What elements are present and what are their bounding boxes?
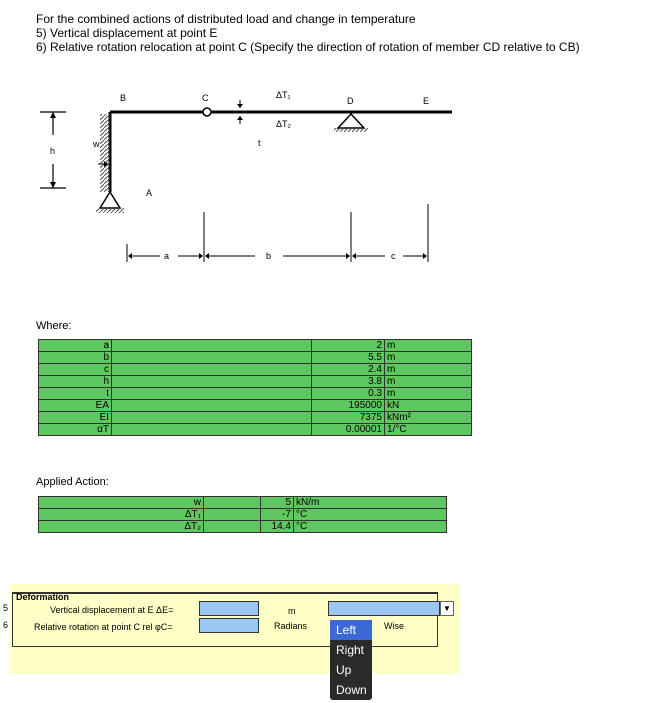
table-row (39, 364, 472, 376)
row-number-6: 6 (3, 620, 9, 630)
deformation-heading: Deformation (16, 592, 70, 602)
unit-cell: °C (294, 509, 447, 521)
unit-cell: m (385, 388, 472, 400)
unit-cell: m (385, 340, 472, 352)
unit-cell: kNm² (385, 412, 472, 424)
table-row (39, 412, 472, 424)
option-right[interactable]: Right (336, 643, 365, 657)
value-cell: 0.3 (312, 388, 385, 400)
value-cell: 3.8 (312, 376, 385, 388)
label-a-dim: a (164, 251, 170, 261)
label-b-dim: b (266, 251, 272, 261)
problem-line-2: 5) Vertical displacement at point E (36, 26, 218, 40)
value-cell: 0.00001 (312, 424, 385, 436)
value-cell: 2.4 (312, 364, 385, 376)
value-cell: -7 (261, 509, 294, 521)
where-table (38, 339, 472, 436)
option-down[interactable]: Down (336, 683, 367, 697)
displacement-unit: m (288, 606, 296, 616)
direction-select[interactable] (328, 601, 440, 616)
symbol-cell: EA (39, 400, 112, 412)
label-c-dim: c (391, 251, 396, 261)
symbol-cell: w (39, 497, 204, 509)
table-row (39, 340, 472, 352)
label-w: w (93, 139, 100, 149)
value-cell: 5 (261, 497, 294, 509)
rotation-input[interactable] (199, 618, 259, 633)
label-b: B (120, 93, 127, 103)
table-row (39, 509, 447, 521)
option-up[interactable]: Up (336, 663, 352, 677)
table-row (39, 400, 472, 412)
value-cell: 195000 (312, 400, 385, 412)
vertical-displacement-label: Vertical displacement at E ΔE= (50, 605, 174, 615)
label-a-point: A (146, 188, 153, 198)
unit-cell: m (385, 352, 472, 364)
unit-cell: °C (294, 521, 447, 533)
unit-cell: kN (385, 400, 472, 412)
label-dt2: ΔT₂ (276, 119, 292, 129)
symbol-cell: EI (39, 412, 112, 424)
unit-cell: kN/m (294, 497, 447, 509)
direction-dropdown-menu[interactable] (330, 620, 372, 700)
value-cell: 14.4 (261, 521, 294, 533)
label-d: D (347, 96, 354, 106)
value-cell: 5.5 (312, 352, 385, 364)
symbol-cell: αT (39, 424, 112, 436)
label-c: C (202, 93, 209, 103)
rotation-unit: Radians (274, 621, 308, 631)
option-left[interactable]: Left (330, 620, 372, 640)
relative-rotation-label: Relative rotation at point C rel φC= (34, 622, 173, 632)
symbol-cell: ΔT₁ (39, 509, 204, 521)
applied-table (38, 496, 447, 533)
table-row (39, 352, 472, 364)
row-number-5: 5 (3, 603, 9, 613)
label-t: t (258, 138, 261, 148)
table-row (39, 424, 472, 436)
symbol-cell: h (39, 376, 112, 388)
unit-cell: m (385, 376, 472, 388)
symbol-cell: t (39, 388, 112, 400)
problem-line-1: For the combined actions of distributed load and change in temperature (36, 12, 416, 26)
displacement-input[interactable] (199, 601, 259, 616)
label-e: E (423, 96, 430, 106)
symbol-cell: a (39, 340, 112, 352)
direction-suffix: Wise (384, 621, 404, 631)
unit-cell: 1/°C (385, 424, 472, 436)
applied-heading: Applied Action: (36, 476, 109, 488)
problem-line-3: 6) Relative rotation relocation at point C (Specify the direction of rotation of member CD relative to CB) (36, 40, 580, 54)
table-row (39, 388, 472, 400)
label-dt1: ΔT₁ (276, 90, 291, 100)
symbol-cell: c (39, 364, 112, 376)
dropdown-arrow-icon[interactable]: ▼ (440, 601, 454, 616)
label-h: h (50, 146, 56, 156)
table-row (39, 376, 472, 388)
table-row (39, 521, 447, 533)
value-cell: 2 (312, 340, 385, 352)
where-heading: Where: (36, 320, 72, 332)
table-row (39, 497, 447, 509)
unit-cell: m (385, 364, 472, 376)
structure-diagram (0, 80, 671, 270)
value-cell: 7375 (312, 412, 385, 424)
symbol-cell: b (39, 352, 112, 364)
symbol-cell: ΔT₂ (39, 521, 204, 533)
